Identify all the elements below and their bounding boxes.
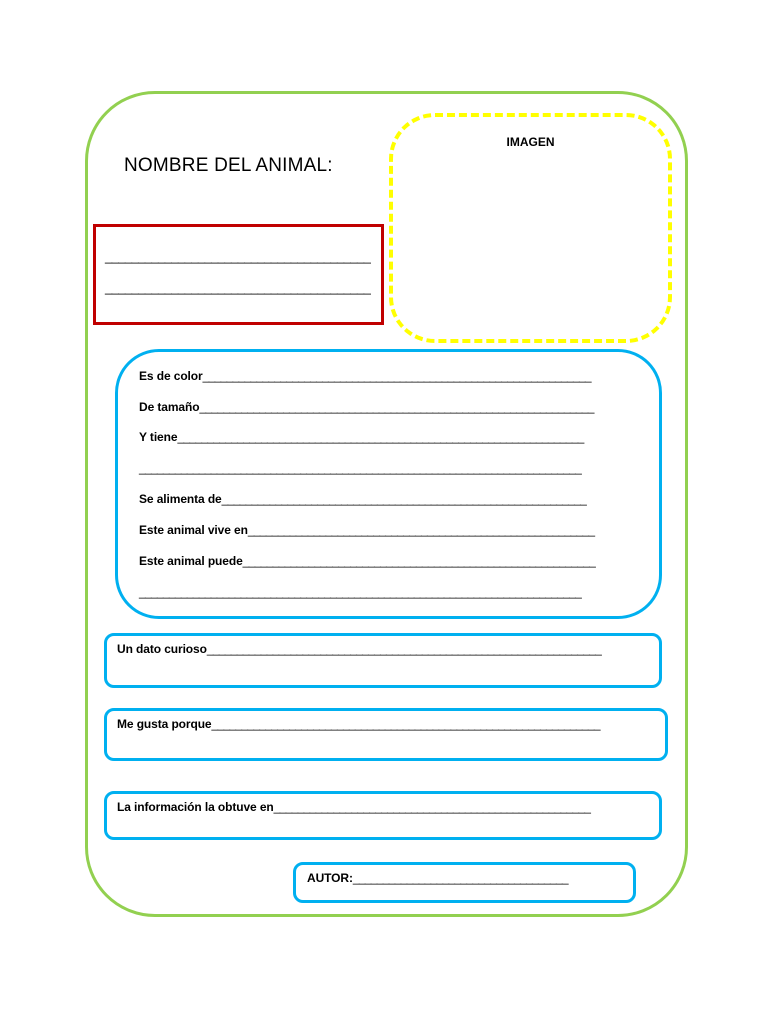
description-box	[115, 349, 662, 619]
source-box	[104, 791, 662, 840]
field-author-label: AUTOR:	[307, 871, 353, 885]
like-because-box	[104, 708, 668, 761]
field-food-blank[interactable]: _____________________________________________________________	[221, 492, 587, 506]
field-ability-continued-blank[interactable]: __________________________________________________________________________	[139, 585, 582, 599]
field-ability-continued[interactable]	[139, 585, 581, 599]
field-has-continued-blank[interactable]: __________________________________________________________________________	[139, 461, 582, 475]
image-label: IMAGEN	[506, 135, 555, 149]
field-curious-fact-label: Un dato curioso	[117, 642, 207, 656]
field-food[interactable]	[139, 492, 586, 506]
field-like-because-blank[interactable]: _________________________________________________________________	[211, 717, 600, 731]
field-source[interactable]	[117, 800, 590, 814]
image-placeholder[interactable]	[389, 113, 672, 343]
field-size-label: De tamaño	[139, 400, 200, 414]
name-line-1[interactable]: ________________________________________	[105, 249, 371, 264]
field-curious-fact[interactable]	[117, 642, 601, 656]
field-like-because[interactable]	[117, 717, 600, 731]
field-color[interactable]	[139, 369, 591, 383]
field-author[interactable]	[307, 871, 568, 885]
animal-name-box[interactable]	[93, 224, 384, 325]
field-ability-label: Este animal puede	[139, 554, 243, 568]
field-size-blank[interactable]: __________________________________________________________________	[199, 400, 594, 414]
field-color-label: Es de color	[139, 369, 203, 383]
field-has-continued[interactable]	[139, 461, 581, 475]
field-ability[interactable]	[139, 554, 595, 568]
field-habitat-blank[interactable]: __________________________________________________________	[247, 523, 595, 537]
field-food-label: Se alimenta de	[139, 492, 222, 506]
field-has-blank[interactable]: ____________________________________________________________________	[177, 430, 584, 444]
field-has-label: Y tiene	[139, 430, 178, 444]
page-title: NOMBRE DEL ANIMAL:	[124, 155, 333, 176]
name-line-2[interactable]: ________________________________________	[105, 280, 371, 295]
field-color-blank[interactable]: _________________________________________________________________	[202, 369, 591, 383]
field-author-blank[interactable]: ____________________________________	[352, 871, 568, 885]
field-curious-fact-blank[interactable]: __________________________________________________________________	[206, 642, 602, 656]
field-ability-blank[interactable]: ___________________________________________________________	[242, 554, 596, 568]
field-size[interactable]	[139, 400, 594, 414]
field-habitat-label: Este animal vive en	[139, 523, 248, 537]
field-habitat[interactable]	[139, 523, 594, 537]
field-source-blank[interactable]: _____________________________________________________	[273, 800, 591, 814]
field-like-because-label: Me gusta porque	[117, 717, 212, 731]
field-source-label: La información la obtuve en	[117, 800, 274, 814]
field-has[interactable]	[139, 430, 584, 444]
